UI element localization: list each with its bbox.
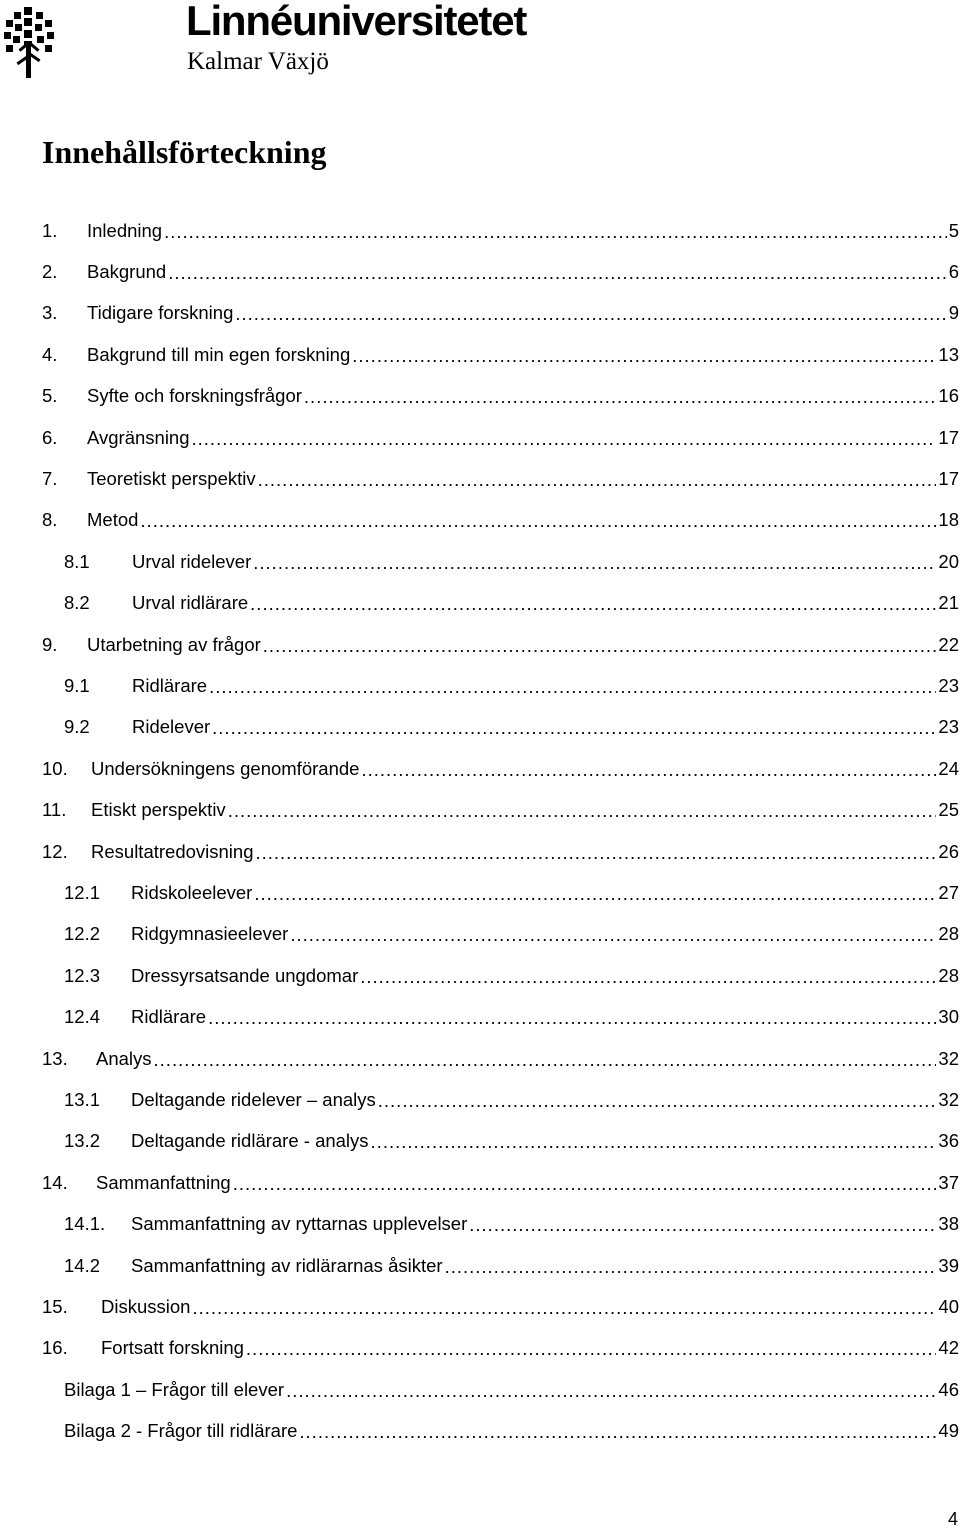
toc-entry-title: Sammanfattning av ryttarnas upplevelser: [131, 1213, 468, 1235]
toc-entry[interactable]: [42, 790, 960, 831]
toc-entry[interactable]: [64, 1411, 960, 1452]
dot-leader: [254, 882, 936, 906]
dot-leader: [140, 509, 936, 533]
toc-entry-number: 4.: [42, 343, 58, 365]
toc-entry[interactable]: [64, 997, 960, 1038]
university-name: Linnéuniversitetet: [186, 0, 527, 44]
toc-entry-title: Etiskt perspektiv: [91, 799, 226, 821]
toc-entry-title: Sammanfattning: [96, 1171, 231, 1193]
dot-leader: [235, 302, 946, 326]
toc-entry-title: Ridelever: [132, 716, 211, 738]
toc-entry-title: Undersökningens genomförande: [91, 757, 360, 779]
toc-entry-page: 18: [938, 509, 959, 531]
toc-entry-number: 8.: [42, 509, 58, 531]
toc-entry-number: 9.1: [64, 674, 90, 696]
toc-entry[interactable]: [64, 1369, 960, 1410]
dot-leader: [263, 634, 937, 658]
toc-entry[interactable]: [42, 334, 960, 375]
dot-leader: [286, 1379, 936, 1403]
toc-entry-page: 39: [938, 1254, 959, 1276]
toc-entry-title: Bakgrund: [87, 260, 167, 282]
toc-entry-number: 14.1.: [64, 1213, 106, 1235]
toc-entry-page: 9: [948, 302, 959, 324]
toc-entry-number: 8.1: [64, 550, 90, 572]
dot-leader: [371, 1130, 937, 1154]
toc-entry-number: 3.: [42, 302, 58, 324]
toc-entry-title: Inledning: [87, 219, 163, 241]
toc-entry[interactable]: [42, 1038, 960, 1079]
toc-entry[interactable]: [42, 1162, 960, 1203]
toc-entry-page: 46: [938, 1378, 959, 1400]
dot-leader: [246, 1337, 937, 1361]
toc-entry[interactable]: [42, 624, 960, 665]
toc-entry-number: 7.: [42, 467, 58, 489]
toc-entry-page: 32: [938, 1047, 959, 1069]
dot-leader: [469, 1213, 936, 1237]
toc-entry-title: Urval ridlärare: [132, 592, 249, 614]
toc-entry[interactable]: [64, 955, 960, 996]
dot-leader: [192, 427, 937, 451]
dot-leader: [192, 1296, 936, 1320]
toc-entry-title: Utarbetning av frågor: [87, 633, 261, 655]
toc-entry[interactable]: [42, 1286, 960, 1327]
toc-entry-number: 12.2: [64, 923, 101, 945]
toc-entry-title: Dressyrsatsande ungdomar: [131, 964, 359, 986]
toc-entry-page: 17: [938, 467, 959, 489]
toc-entry-title: Ridgymnasieelever: [131, 923, 289, 945]
toc-entry-number: 9.: [42, 633, 58, 655]
campus-names: Kalmar Växjö: [187, 48, 329, 75]
toc-entry-page: 25: [938, 799, 959, 821]
dot-leader: [304, 385, 937, 409]
toc-entry-number: 11.: [42, 799, 67, 821]
toc-entry[interactable]: [42, 376, 960, 417]
dot-leader: [361, 758, 936, 782]
dot-leader: [228, 799, 937, 823]
toc-entry-number: 13.1: [64, 1088, 101, 1110]
dot-leader: [154, 1048, 937, 1072]
toc-entry-page: 28: [938, 964, 959, 986]
toc-entry[interactable]: [64, 665, 960, 706]
dot-leader: [352, 344, 936, 368]
toc-entry[interactable]: [64, 1204, 960, 1245]
toc-entry-title: Deltagande ridelever – analys: [131, 1088, 376, 1110]
toc-entry-title: Sammanfattning av ridlärarnas åsikter: [131, 1254, 443, 1276]
toc-entry-page: 42: [938, 1337, 959, 1359]
toc-entry[interactable]: [64, 872, 960, 913]
toc-entry[interactable]: [42, 458, 960, 499]
toc-entry-title: Teoretiskt perspektiv: [87, 467, 256, 489]
dot-leader: [209, 675, 936, 699]
toc-entry-title: Urval ridelever: [132, 550, 252, 572]
dot-leader: [290, 923, 936, 947]
toc-entry-number: 14.: [42, 1171, 68, 1193]
toc-entry[interactable]: [42, 210, 960, 251]
toc-entry-number: 10.: [42, 757, 68, 779]
toc-entry[interactable]: [42, 293, 960, 334]
toc-entry-title: Metod: [87, 509, 139, 531]
toc-entry-number: 15.: [42, 1295, 68, 1317]
toc-entry-number: 12.3: [64, 964, 101, 986]
toc-entry-title: Ridlärare: [132, 674, 208, 696]
toc-entry-title: Bilaga 1 – Frågor till elever: [64, 1378, 285, 1400]
toc-entry-page: 20: [938, 550, 959, 572]
toc-entry-number: 6.: [42, 426, 58, 448]
toc-entry-title: Tidigare forskning: [87, 302, 234, 324]
dot-leader: [250, 592, 936, 616]
toc-entry-number: 2.: [42, 260, 58, 282]
toc-entry[interactable]: [64, 707, 960, 748]
toc-entry-number: 12.: [42, 840, 68, 862]
dot-leader: [378, 1089, 937, 1113]
toc-entry-number: 16.: [42, 1337, 68, 1359]
toc-entry[interactable]: [64, 583, 960, 624]
toc-entry-number: 8.2: [64, 592, 90, 614]
toc-entry-page: 32: [938, 1088, 959, 1110]
toc-entry-page: 40: [938, 1295, 959, 1317]
toc-entry-title: Analys: [96, 1047, 152, 1069]
toc-entry[interactable]: [64, 914, 960, 955]
toc-entry[interactable]: [64, 1121, 960, 1162]
toc-title: Innehållsförteckning: [42, 134, 327, 170]
toc-entry-page: 17: [938, 426, 959, 448]
toc-entry-number: 9.2: [64, 716, 90, 738]
toc-entry-number: 12.4: [64, 1006, 101, 1028]
dot-leader: [233, 1172, 937, 1196]
toc-entry-page: 23: [938, 716, 959, 738]
toc-entry-number: 5.: [42, 385, 58, 407]
toc-entry-title: Syfte och forskningsfrågor: [87, 385, 302, 407]
toc-entry-number: 1.: [42, 219, 58, 241]
toc-entry-title: Ridlärare: [131, 1006, 207, 1028]
toc-entry-page: 27: [938, 881, 959, 903]
toc-entry-page: 23: [938, 674, 959, 696]
toc-entry-page: 49: [938, 1420, 959, 1442]
toc-entry[interactable]: [42, 1328, 960, 1369]
toc-entry-page: 22: [938, 633, 959, 655]
toc-entry-number: 12.1: [64, 881, 101, 903]
toc-entry-page: 38: [938, 1213, 959, 1235]
toc-entry-page: 36: [938, 1130, 959, 1152]
university-logo: [0, 0, 620, 82]
dot-leader: [258, 468, 937, 492]
toc-entry[interactable]: [42, 500, 960, 541]
toc-entry-page: 24: [938, 757, 959, 779]
toc-entry[interactable]: [64, 1245, 960, 1286]
toc-entry[interactable]: [64, 541, 960, 582]
toc-entry-title: Resultatredovisning: [91, 840, 254, 862]
toc-entry-title: Avgränsning: [87, 426, 190, 448]
dot-leader: [360, 965, 936, 989]
toc-entry-page: 28: [938, 923, 959, 945]
page-number: 4: [947, 1509, 958, 1529]
toc-entry-page: 13: [938, 343, 959, 365]
toc-entry-title: Deltagande ridlärare - analys: [131, 1130, 369, 1152]
toc-entry-title: Bilaga 2 - Frågor till ridlärare: [64, 1420, 298, 1442]
toc-entry-number: 13.2: [64, 1130, 101, 1152]
dot-leader: [255, 841, 936, 865]
toc-entry-number: 14.2: [64, 1254, 101, 1276]
dot-leader: [253, 551, 936, 575]
toc-entry-page: 30: [938, 1006, 959, 1028]
dot-leader: [208, 1006, 936, 1030]
toc-entry-page: 5: [948, 219, 959, 241]
toc-entry-title: Fortsatt forskning: [101, 1337, 244, 1359]
toc-entry-page: 21: [938, 592, 959, 614]
toc-entry[interactable]: [42, 748, 960, 789]
toc-entry-page: 26: [938, 840, 959, 862]
toc-entry-page: 6: [948, 260, 959, 282]
dot-leader: [168, 261, 947, 285]
dot-leader: [164, 220, 947, 244]
toc-entry-title: Ridskoleelever: [131, 881, 253, 903]
toc-entry-page: 37: [938, 1171, 959, 1193]
toc-entry-title: Diskussion: [101, 1295, 191, 1317]
toc-entry-number: 13.: [42, 1047, 68, 1069]
toc-entry[interactable]: [42, 417, 960, 458]
toc-entry[interactable]: [42, 251, 960, 292]
dot-leader: [299, 1420, 936, 1444]
toc-entry[interactable]: [64, 1079, 960, 1120]
toc-entry-title: Bakgrund till min egen forskning: [87, 343, 351, 365]
dot-leader: [445, 1255, 937, 1279]
toc-entry[interactable]: [42, 831, 960, 872]
toc-entry-page: 16: [938, 385, 959, 407]
dot-leader: [212, 716, 936, 740]
tree-icon: [2, 4, 56, 78]
